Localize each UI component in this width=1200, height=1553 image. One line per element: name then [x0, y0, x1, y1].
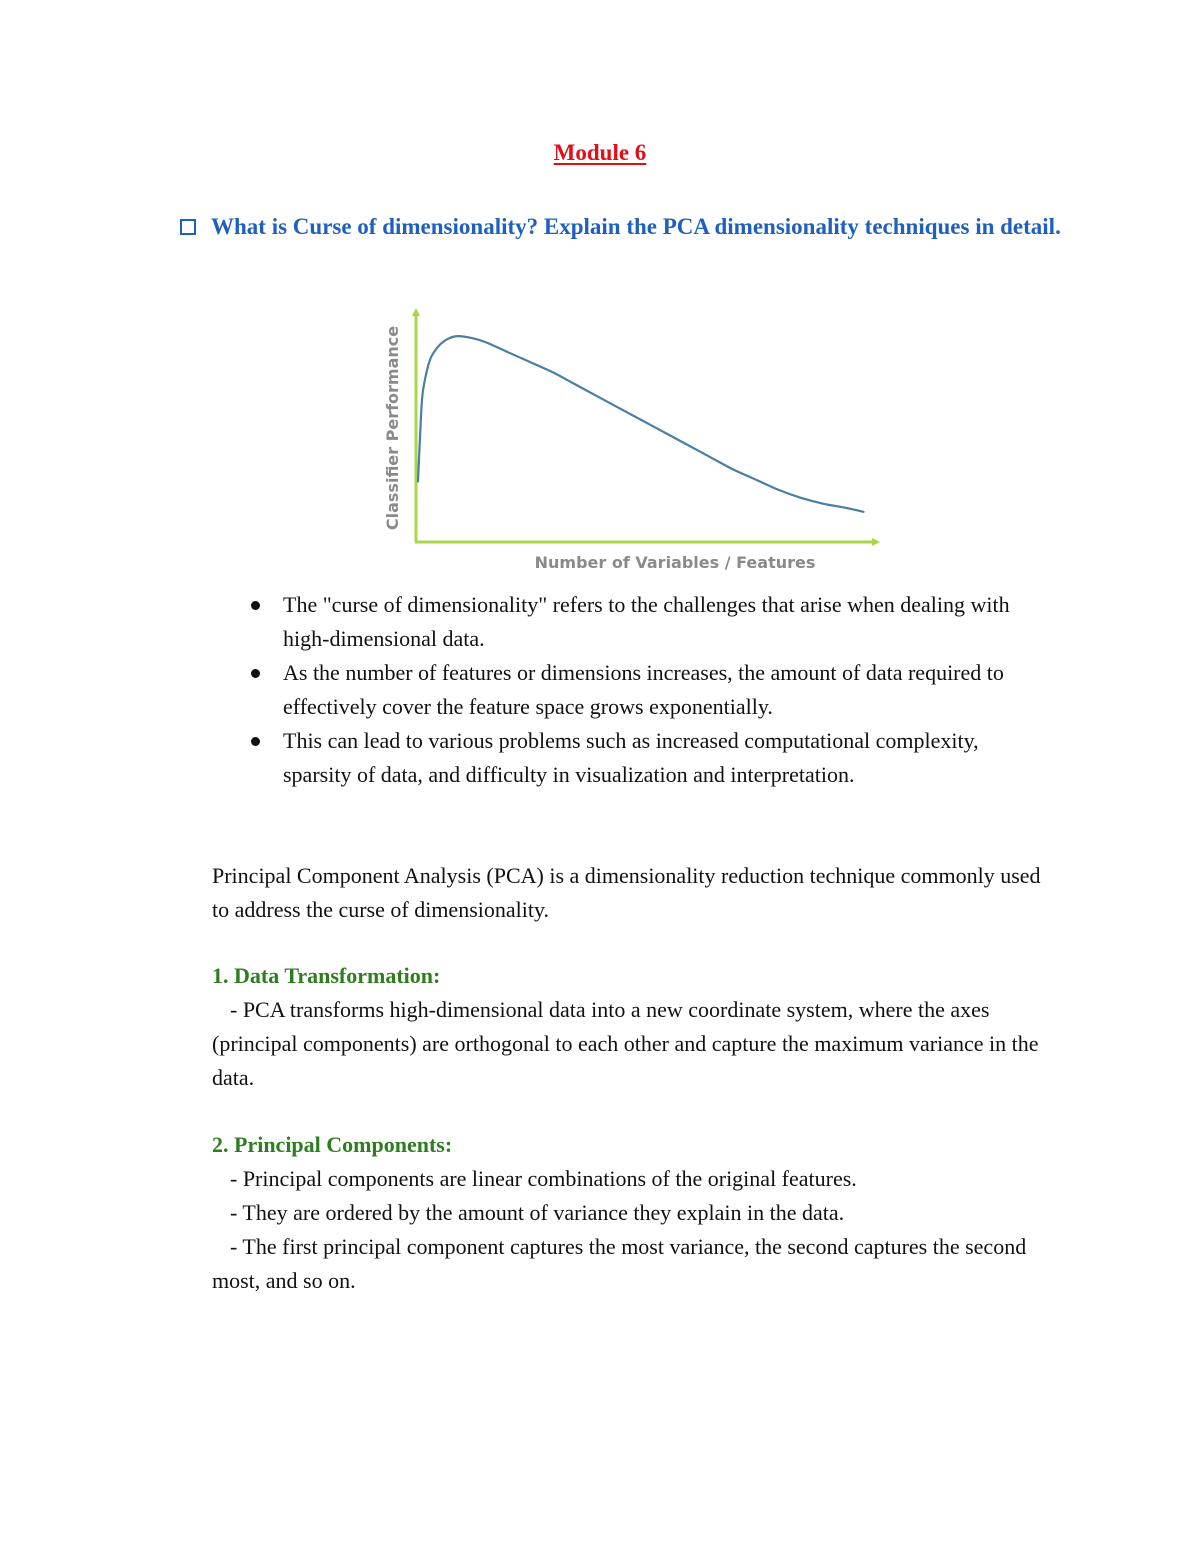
bullet-text: This can lead to various problems such as increased computational complexity, sparsity of data, and difficulty in visualization and interpretation.	[283, 728, 979, 787]
chart-x-axis-label: Number of Variables / Features	[534, 553, 816, 572]
list-item	[246, 656, 1046, 724]
section-heading-data-transformation: 1. Data Transformation:	[212, 963, 441, 988]
bullet-text: The "curse of dimensionality" refers to the challenges that arise when dealing with high-dimensional data.	[283, 592, 1010, 651]
section-text: - The first principal component captures the most variance, the second captures the second most, and so on.	[212, 1234, 1027, 1293]
section-heading-principal-components: 2. Principal Components:	[212, 1132, 453, 1157]
chart-svg	[370, 300, 890, 585]
list-item	[246, 724, 1046, 792]
checkbox-icon	[180, 219, 196, 235]
bullet-icon	[251, 669, 260, 678]
bullet-icon	[251, 737, 260, 746]
question-block	[180, 210, 1080, 244]
section-text: - They are ordered by the amount of variance they explain in the data.	[230, 1200, 845, 1225]
chart-y-axis-label: Classifier Performance	[383, 325, 402, 531]
list-item	[246, 588, 1046, 656]
section-text: - PCA transforms high-dimensional data into a new coordinate system, where the axes (principal components) are orthogonal to each other and capture the maximum variance in the data.	[212, 997, 1039, 1090]
bullet-icon	[251, 601, 260, 610]
chart-y-axis-arrow	[412, 308, 420, 316]
section-text: - Principal components are linear combinations of the original features.	[230, 1166, 857, 1191]
intro-paragraph: Principal Component Analysis (PCA) is a dimensionality reduction technique commonly used to address the curse of dimensionality.	[212, 863, 1041, 922]
chart-series-line	[418, 336, 864, 512]
chart-x-axis-arrow	[872, 538, 880, 546]
bullet-text: As the number of features or dimensions increases, the amount of data required to effectively cover the feature space grows exponentially.	[283, 660, 1004, 719]
bullet-list	[246, 588, 1046, 792]
question-text: What is Curse of dimensionality? Explain the PCA dimensionality techniques in detail.	[211, 214, 1061, 239]
section-text-block	[212, 1162, 1052, 1298]
page-title: Module 6	[553, 140, 647, 165]
performance-chart	[370, 300, 890, 585]
